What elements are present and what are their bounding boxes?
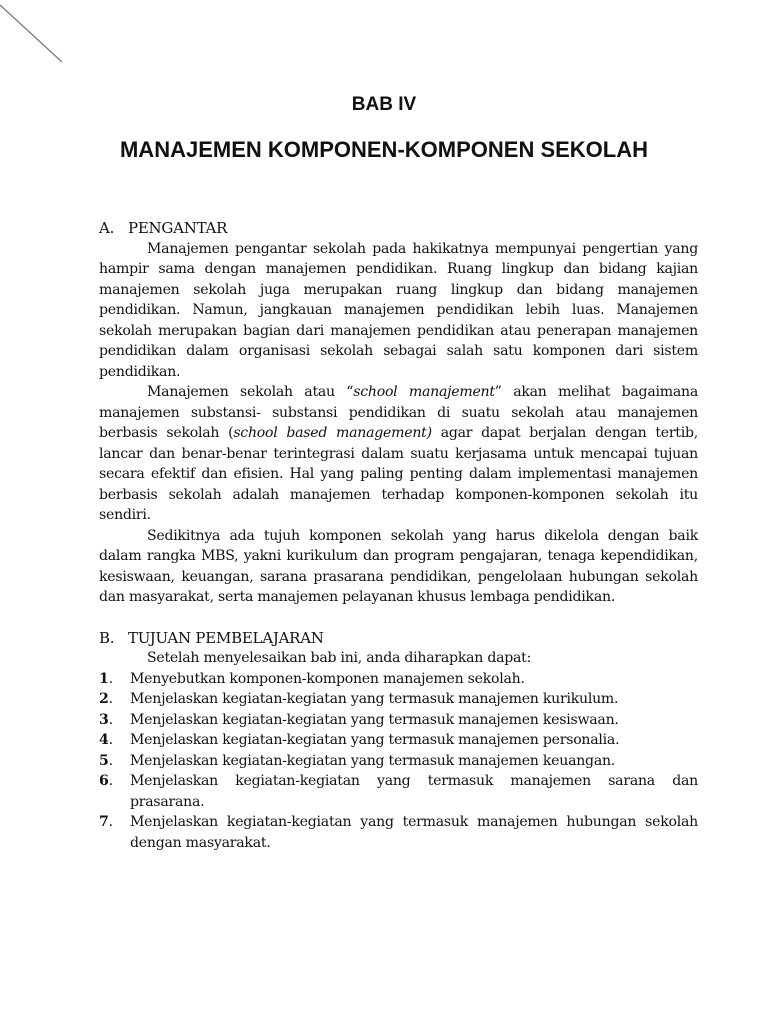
list-item-text: Menjelaskan kegiatan-kegiatan yang termasuk manajemen sarana dan prasarana. xyxy=(130,773,698,810)
list-item-number: 5 xyxy=(99,752,109,769)
section-a-title: PENGANTAR xyxy=(128,219,228,237)
list-item-text: Menyebutkan komponen-komponen manajemen sekolah. xyxy=(130,670,525,687)
corner-fold-line xyxy=(0,0,70,70)
paragraph-2-italic-term-1: school manajement xyxy=(353,384,495,400)
list-item: 7. Menjelaskan kegiatan-kegiatan yang termasuk manajemen hubungan sekolah dengan masyarakat. xyxy=(99,812,698,853)
section-b-title: TUJUAN PEMBELAJARAN xyxy=(128,628,324,647)
list-item: 4. Menjelaskan kegiatan-kegiatan yang termasuk manajemen personalia. xyxy=(99,730,698,751)
paragraph-2-italic-term-2: school based management) xyxy=(233,425,432,441)
list-item: 6. Menjelaskan kegiatan-kegiatan yang termasuk manajemen sarana dan prasarana. xyxy=(99,771,698,812)
section-a-heading xyxy=(99,218,698,239)
list-item-number: 1 xyxy=(99,670,109,687)
section-a-paragraph-3: Sedikitnya ada tujuh komponen sekolah yang harus dikelola dengan baik dalam rangka MBS, yakni kurikulum dan program pengajaran, tenaga kependidikan, kesiswaan, keuangan, sarana prasarana pendidikan, pengelolaan hubungan sekolah dan masyarakat, serta manajemen pelayanan khusus lembaga pendidikan. xyxy=(99,527,698,605)
section-b-letter: B. xyxy=(99,628,115,647)
paragraph-2-text-a: Manajemen sekolah atau “ xyxy=(147,384,354,400)
list-item: 5. Menjelaskan kegiatan-kegiatan yang termasuk manajemen keuangan. xyxy=(99,751,698,772)
chapter-label: BAB IV xyxy=(351,94,417,115)
list-item-number: 4 xyxy=(99,732,109,748)
list-item-number: 7 xyxy=(99,814,109,830)
section-a-paragraph-1: Manajemen pengantar sekolah pada hakikatnya mempunyai pengertian yang hampir sama dengan manajemen pendidikan. Ruang lingkup dan bidang kajian manajemen sekolah juga merupakan ruang lingkup dan bidang manajemen pendidikan. Namun, jangkauan manajemen pendidikan lebih luas. Manajemen sekolah merupakan bagian dari manajemen pendidikan atau penerapan manajemen pendidikan dalam organisasi sekolah sebagai salah satu komponen dari sistem pendidikan. xyxy=(99,240,698,380)
list-item-text: Menjelaskan kegiatan-kegiatan yang termasuk manajemen personalia. xyxy=(130,732,620,748)
list-item-text: Menjelaskan kegiatan-kegiatan yang termasuk manajemen kurikulum. xyxy=(130,691,619,707)
objectives-list xyxy=(99,669,698,854)
section-a-paragraph-2 xyxy=(99,382,698,526)
paragraph-2-text-b: ” akan melihat bagaimana manajemen substansi- substansi pendidikan di suatu sekolah atau manajemen berbasis sekolah ( xyxy=(99,384,698,441)
list-item-number: 2 xyxy=(99,691,109,707)
section-a-letter: A. xyxy=(99,219,115,237)
list-item-text: Menjelaskan kegiatan-kegiatan yang termasuk manajemen kesiswaan. xyxy=(130,711,619,728)
list-item: 2. Menjelaskan kegiatan-kegiatan yang termasuk manajemen kurikulum. xyxy=(99,689,698,710)
document-body xyxy=(99,218,698,853)
list-item-number: 3 xyxy=(99,711,109,728)
section-b-heading xyxy=(99,628,698,649)
paragraph-2-text-c: agar dapat berjalan dengan tertib, lancar dan benar-benar terintegrasi dalam suatu kerjasama untuk mencapai tujuan secara efektif dan efisien. Hal yang paling penting dalam implementasi manajemen berbasis sekolah adalah manajemen terhadap komponen-komponen sekolah itu sendiri. xyxy=(99,425,698,523)
list-item-text: Menjelaskan kegiatan-kegiatan yang termasuk manajemen hubungan sekolah dengan masyarakat. xyxy=(130,814,698,851)
list-item: 3. Menjelaskan kegiatan-kegiatan yang termasuk manajemen kesiswaan. xyxy=(99,710,698,731)
list-item: 1. Menyebutkan komponen-komponen manajemen sekolah. xyxy=(99,669,698,690)
list-item-number: 6 xyxy=(99,773,109,789)
list-item-text: Menjelaskan kegiatan-kegiatan yang termasuk manajemen keuangan. xyxy=(130,752,616,769)
chapter-title: MANAJEMEN KOMPONEN-KOMPONEN SEKOLAH xyxy=(119,137,649,162)
section-b-intro: Setelah menyelesaikan bab ini, anda diharapkan dapat: xyxy=(147,650,532,666)
